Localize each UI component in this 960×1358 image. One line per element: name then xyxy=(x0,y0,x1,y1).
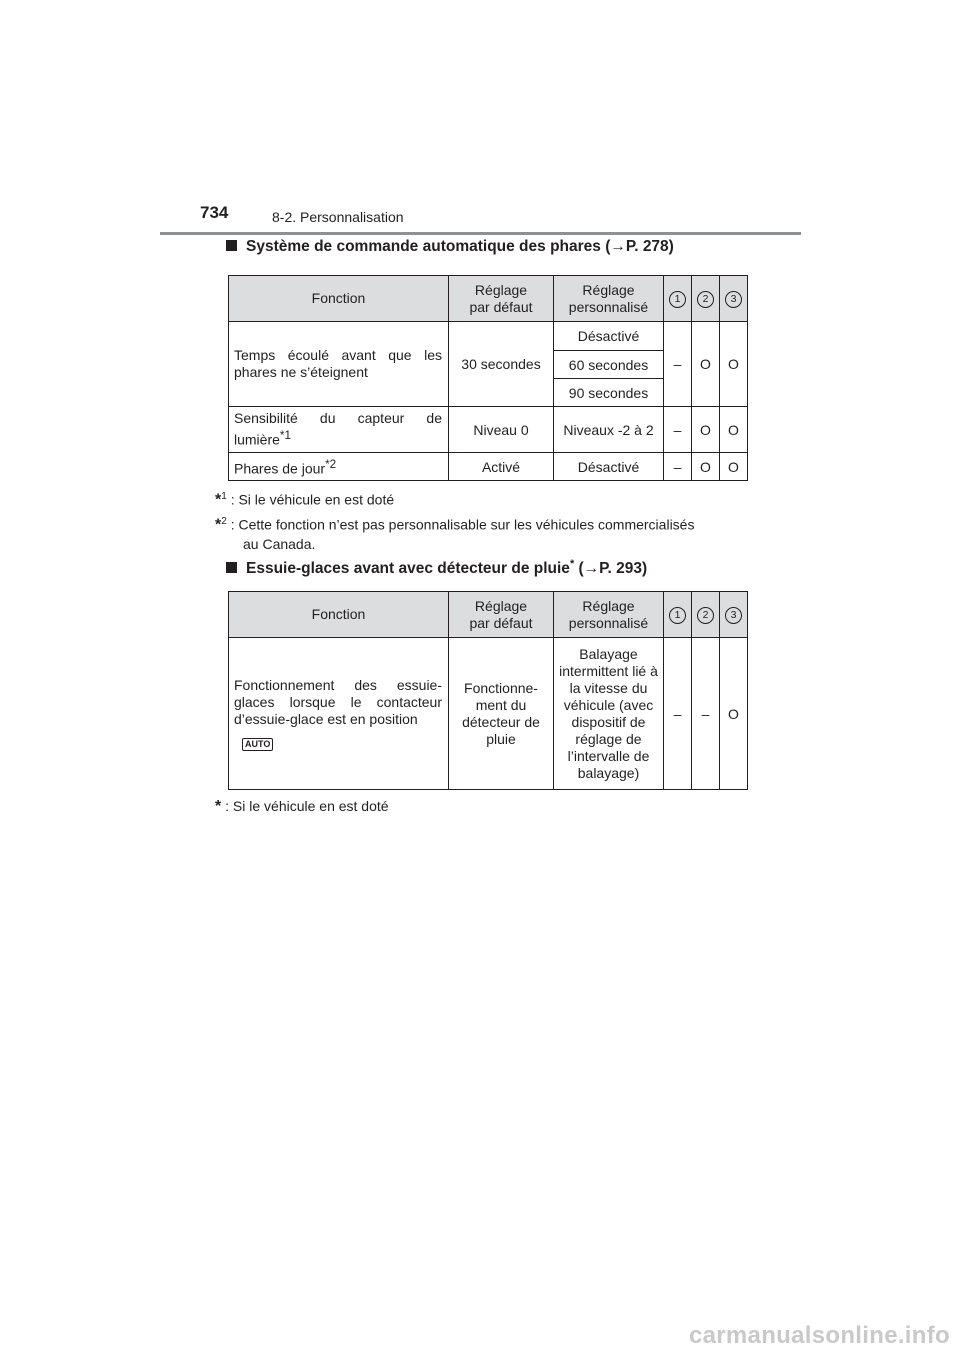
circled-1-icon: 1 xyxy=(669,291,686,308)
col-2 xyxy=(692,592,720,638)
col-fonction: Fonction xyxy=(229,276,449,322)
watermark: carmanualsonline.info xyxy=(688,1322,950,1349)
col-custom: Réglage personnalisé xyxy=(554,276,664,322)
row3-default: Activé xyxy=(449,453,554,481)
row3-custom: Désactivé xyxy=(554,453,664,481)
circled-2-icon: 2 xyxy=(697,607,714,624)
wiper-custom: Balayage intermittent lié à la vitesse du véhicule (avec dispositif de réglage de l’intervalle de balayage) xyxy=(554,638,664,790)
col-fonction: Fonction xyxy=(229,592,449,638)
col-3 xyxy=(720,276,748,322)
row1-m3: O xyxy=(720,322,748,407)
square-bullet-icon xyxy=(226,240,237,251)
footnote-2: *$^2$ : Cette fonction n’est pas personnalisable sur les véhicules commercialisés au Canada. xyxy=(215,516,695,552)
row3-function: Phares de jour$^{*2}$ xyxy=(229,453,449,481)
section1-heading xyxy=(226,238,674,256)
footnote-1: *$^1$ : Si le véhicule en est doté xyxy=(215,491,395,509)
section1-heading-text: Système de commande automatique des phares (→P. 278) xyxy=(246,238,674,255)
chapter-title: 8-2. Personnalisation xyxy=(272,209,404,225)
row2-m2: O xyxy=(692,407,720,453)
row1-custom-a: Désactivé xyxy=(554,322,664,351)
wiper-default: Fonctionne-ment du détecteur de pluie xyxy=(449,638,554,790)
circled-1-icon: 1 xyxy=(669,607,686,624)
wiper-m2: – xyxy=(692,638,720,790)
circled-3-icon: 3 xyxy=(725,607,742,624)
row1-custom-c: 90 secondes xyxy=(554,379,664,407)
col-default: Réglage par défaut xyxy=(449,592,554,638)
wiper-m1: – xyxy=(664,638,692,790)
auto-position-icon: AUTO xyxy=(242,738,273,751)
square-bullet-icon xyxy=(226,562,237,573)
row2-default: Niveau 0 xyxy=(449,407,554,453)
section2-table xyxy=(228,591,748,790)
wiper-function: Fonctionnement des essuie-glaces lorsque le contacteur d’essuie-glace est en position AUTO xyxy=(229,638,449,790)
row1-m1: – xyxy=(664,322,692,407)
row1-custom-b: 60 secondes xyxy=(554,351,664,379)
col-3 xyxy=(720,592,748,638)
col-default: Réglage par défaut xyxy=(449,276,554,322)
row1-default: 30 secondes xyxy=(449,322,554,407)
page-number: 734 xyxy=(200,203,229,222)
row2-m1: – xyxy=(664,407,692,453)
wiper-m3: O xyxy=(720,638,748,790)
row1-m2: O xyxy=(692,322,720,407)
circled-3-icon: 3 xyxy=(725,291,742,308)
row2-m3: O xyxy=(720,407,748,453)
footnote-3: * : Si le véhicule en est doté xyxy=(215,798,389,815)
section2-heading: Essuie-glaces avant avec détecteur de pluie* (→P. 293) xyxy=(226,558,647,578)
col-1 xyxy=(664,276,692,322)
col-1 xyxy=(664,592,692,638)
header-rule xyxy=(160,232,801,235)
row1-function: Temps écoulé avant que les phares ne s’éteignent xyxy=(229,322,449,407)
row2-function: Sensibilité du capteur de lumière$^{*1}$ xyxy=(229,407,449,453)
row3-m3: O xyxy=(720,453,748,481)
col-2 xyxy=(692,276,720,322)
circled-2-icon: 2 xyxy=(697,291,714,308)
row3-m2: O xyxy=(692,453,720,481)
row3-m1: – xyxy=(664,453,692,481)
row2-custom: Niveaux -2 à 2 xyxy=(554,407,664,453)
section1-table xyxy=(228,275,748,481)
col-custom: Réglage personnalisé xyxy=(554,592,664,638)
